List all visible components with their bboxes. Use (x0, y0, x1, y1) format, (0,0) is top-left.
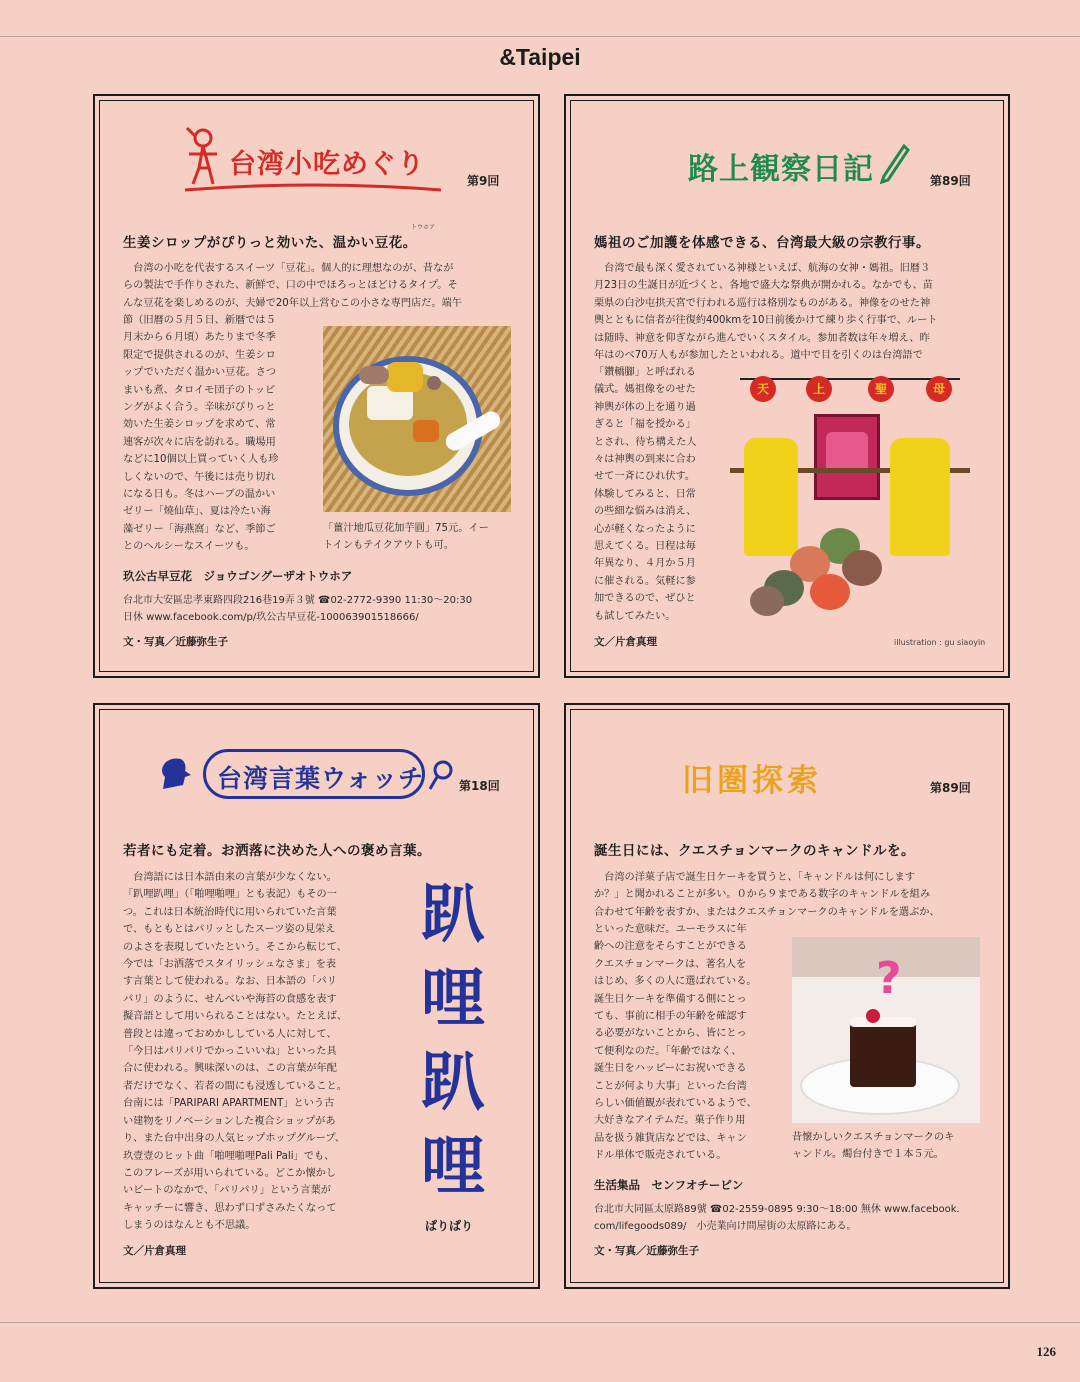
shop-name: 生活集品 センフオチーピン (594, 1178, 744, 1192)
credit: 文／片倉真理 (594, 636, 657, 648)
headline: 誕生日には、クエスチョンマークのキャンドルを。 (594, 843, 916, 859)
credit: 文・写真／近藤弥生子 (594, 1245, 699, 1257)
issue-number: 第9回 (467, 174, 500, 188)
lantern: 聖 (868, 376, 894, 402)
headline: 媽祖のご加護を体感できる、台湾最大級の宗教行事。 (594, 235, 930, 251)
tofu-pudding-photo (323, 326, 511, 512)
article-body: といった意味だ。ユーモラスに年 齢への注意をそらすことができる クエスチョンマークは、著名人を はじめ、多くの人に選ばれている。 誕生日ケーキを準備する側にとっ ても、事前に相手の年齢を確認す る必要がないことから、皆にとっ て便利なのだ。「年齢ではなく、 誕生日をハッピーにお祝いできる ことが何より大事」といった台湾 らしい価値観が表れているようで、 大好きなアイテムだ。菓子作り用 品を扱う雑貨店などでは、キャン ドル単体で販売されている。 (594, 924, 757, 1162)
article-body: 節（旧暦の５月５日、新暦では５ 月末から６月頃）あたりまで冬季 限定で提供されるのが、生姜シロ ップでいただく温かい豆花。さつ まいも煮、タロイモ団子のトッピ ングがよく合う。辛味がぴりっと 効いた生姜シロップを求めて、常 連客が次々に店を訪れる。職場用 などに10個以上買っていく人も珍 しくないので、午後には売り切れ になる日も。冬はハーブの温かい ゼリー「燒仙草」、夏は冷たい海 藻ゼリー「海燕窩」など、季節ご とのヘルシーなスイーツも。 (123, 315, 279, 553)
column-logo: 台湾言葉ウォッチ (217, 764, 425, 793)
question-mark-candle: ? (876, 953, 902, 1004)
shop-info: 台北市大同區太原路89號 ☎02-2559-0895 9:30〜18:00 無休 www.facebook. com/lifegoods089/ 小売業向け問屋街の太原路にある。 (594, 1204, 960, 1232)
kneeling-crowd (750, 528, 900, 618)
bottom-rule (0, 1322, 1080, 1323)
article-body-top: 台湾で最も深く愛されている神様といえば、航海の女神・媽祖。旧暦３ 月23日の生誕日が近づくと、各地で盛大な祭典が開かれる。なかでも、苗 栗県の白沙屯拱天宮で行われる巡行は格別なものがある。神像をのせた神 輿とともに信者が往復約400kmを10日前後かけて練り歩く行事で、ルート は随時、神意を仰ぎながら進んでいくスタイル。参加者数は年々増え、昨 年はのべ70万人もが参加したといわれる。道中で目を引くのは台湾語で (594, 263, 938, 362)
top-rule (0, 36, 1080, 37)
credit: 文・写真／近藤弥生子 (123, 636, 228, 648)
speaking-head-icon (157, 755, 197, 791)
lantern: 上 (806, 376, 832, 402)
lantern: 天 (750, 376, 776, 402)
big-word (407, 873, 499, 1217)
logo-underline (183, 182, 443, 194)
credit: 文／片倉真理 (123, 1245, 186, 1257)
panel-street-observation (564, 94, 1010, 678)
column-logo: 路上観察日記 (688, 152, 874, 187)
panel-taiwanese-words (93, 703, 540, 1289)
lantern: 母 (926, 376, 952, 402)
photo-caption: 「薑汁地瓜豆花加芋圓」75元。イー トインもテイクアウトも可。 (323, 523, 489, 552)
shop-info: 台北市大安區忠孝東路四段216巷19弄３號 ☎02-2772-9390 11:30〜20:30 日休 www.facebook.com/p/玖公古早豆花-100063901518666/ (123, 595, 473, 623)
big-char: 哩 (421, 962, 485, 1036)
page-number: 126 (1036, 1344, 1056, 1359)
illustration-credit: illustration : gu siaoyin (894, 638, 986, 647)
headline: 生姜シロップがぴりっと効いた、温かい豆花。 (123, 235, 417, 251)
big-char: 趴 (421, 878, 485, 952)
issue-number: 第89回 (930, 174, 971, 188)
article-body: 「鑽轎腳」と呼ばれる 儀式。媽祖像をのせた 神輿が体の上を通り過 ぎると「福を授かる」 とされ、待ち構えた人 々は神輿の到来に合わ せて一斉にひれ伏す。 体験してみると、日常 の些細な悩みは消え、 心が軽くなったように 思えてくる。日程は毎 年異なり、４月か５月 に催される。気軽に参 加できるので、ぜひと も試してみたい。 (594, 367, 697, 622)
cake-candle-photo (792, 937, 980, 1123)
masthead: &Taipei (499, 44, 581, 70)
magnifier-icon (427, 759, 455, 793)
snack-vendor-icon (181, 126, 227, 190)
big-char: 哩 (421, 1130, 485, 1204)
article-body-top: 台湾の小吃を代表するスイーツ「豆花」。個人的に理想なのが、昔なが らの製法で手作りされた、新鮮で、口の中でほろっとほどけるタイプ。そ んな豆花を楽しめるのが、夫婦で20年以上営むこの小さな専門店だ。端午 (123, 263, 462, 309)
article-body: 台湾語には日本語由来の言葉が少なくない。 「趴哩趴哩」（「啪哩啪哩」とも表記）もその一 つ。これは日本統治時代に用いられていた言葉 で、もともとはパリッとしたスーツ姿の見栄え のよさを表現していたという。そこから転じて、 今では「お洒落でスタイリッシュなさま」を表 す言葉として使われる。なお、日本語の「パリ パリ」のように、せんべいや海苔の食感を表す 擬音語として用いられることはない。たとえば、 普段とは違っておめかししている人に対して、 「今日はパリパリでかっこいいね」といった具 合に使われる。興味深いのは、この言葉が年配 者だけでなく、若者の間にも浸透していること。 台南には「PARIPARI APARTMENT」という古 い建物をリノベーションした複合ショップがあ り、また台中出身の人気ヒップホップグループ、 玖壹壹のヒット曲「啪哩啪哩Pali Pali」でも、 このフレーズが用いられている。どこか懐かし いビートのなかで、「パリパリ」という言葉が キャッチーに響き、思わず口ずさみたくなって しまうのはなんとも不思議。 (123, 872, 348, 1232)
reading: ぱりぱり (425, 1219, 474, 1233)
big-char: 趴 (421, 1046, 485, 1120)
headline: 若者にも定着。お洒落に決めた人への褒め言葉。 (123, 843, 431, 859)
panel-old-town-explore (564, 703, 1010, 1289)
procession-illustration (730, 368, 980, 644)
headline-ruby: トウホア (411, 224, 436, 231)
shop-name: 玖公古早豆花 ジョウゴングーザオトウホア (123, 569, 353, 583)
pencil-icon (880, 144, 910, 184)
article-body-top: 台湾の洋菓子店で誕生日ケーキを買うと、「キャンドルは何にします か？」と聞かれることが多い。０から９まである数字のキャンドルを組み 合わせて年齢を表すか、またはクエスチョンマークのキャンドルを選ぶか、 (594, 872, 940, 918)
column-logo: 旧圏探索 (682, 763, 822, 799)
column-logo: 台湾小吃めぐり (229, 149, 425, 180)
panel-taiwan-snacks (93, 94, 540, 678)
issue-number: 第18回 (459, 779, 500, 793)
lantern-banner (750, 370, 960, 400)
photo-caption: 昔懐かしいクエスチョンマークのキ ャンドル。燭台付きで１本５元。 (792, 1132, 955, 1161)
issue-number: 第89回 (930, 781, 971, 795)
